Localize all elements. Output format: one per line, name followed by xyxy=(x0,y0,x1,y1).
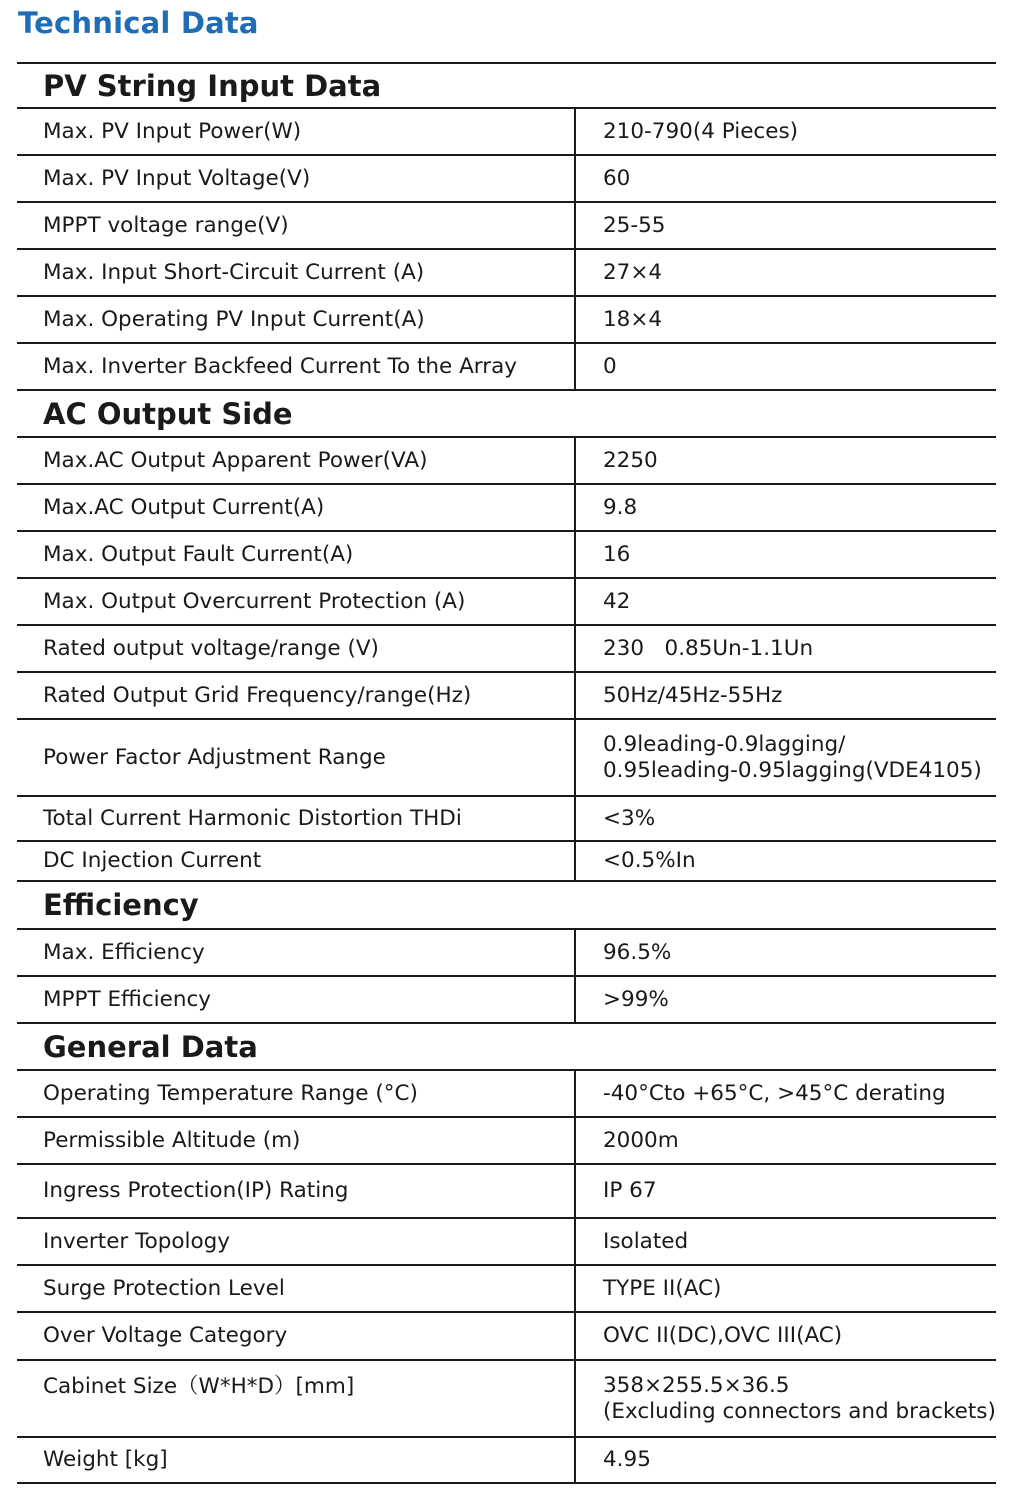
table-row xyxy=(17,297,996,344)
column-divider xyxy=(574,579,576,624)
row-value: 230 0.85Un-1.1Un xyxy=(603,635,814,661)
column-divider xyxy=(574,1313,576,1359)
row-value: 2250 xyxy=(603,447,658,473)
row-label: Power Factor Adjustment Range xyxy=(43,744,386,770)
column-divider xyxy=(574,842,576,880)
row-label: MPPT voltage range(V) xyxy=(43,212,289,238)
row-label: Max. Efficiency xyxy=(43,939,205,965)
column-divider xyxy=(574,1118,576,1163)
row-value: 210-790(4 Pieces) xyxy=(603,118,799,144)
column-divider xyxy=(574,977,576,1022)
row-value: IP 67 xyxy=(603,1178,657,1203)
section-header-efficiency xyxy=(17,882,996,930)
row-label: Ingress Protection(IP) Rating xyxy=(43,1178,349,1203)
table-row xyxy=(17,930,996,977)
row-value: OVC II(DC),OVC III(AC) xyxy=(603,1323,843,1348)
row-label: Total Current Harmonic Distortion THDi xyxy=(43,805,462,831)
row-value: 2000m xyxy=(603,1127,679,1153)
table-row xyxy=(17,673,996,720)
column-divider xyxy=(574,1219,576,1264)
row-value: 0 xyxy=(603,353,617,379)
row-value-line-2: (Excluding connectors and brackets) xyxy=(603,1398,996,1424)
table-row xyxy=(17,438,996,485)
row-label: Permissible Altitude (m) xyxy=(43,1127,301,1153)
table-row xyxy=(17,579,996,626)
column-divider xyxy=(574,1361,576,1436)
row-value: 96.5% xyxy=(603,939,672,965)
column-divider xyxy=(574,673,576,718)
table-row xyxy=(17,1266,996,1313)
section-header-ac-output-side xyxy=(17,391,996,438)
row-value: >99% xyxy=(603,986,669,1012)
column-divider xyxy=(574,1266,576,1311)
row-value-multiline xyxy=(603,732,982,784)
row-label: Operating Temperature Range (°C) xyxy=(43,1080,418,1106)
row-value-line-2: 0.95leading-0.95lagging(VDE4105) xyxy=(603,757,982,783)
table-row xyxy=(17,1361,996,1438)
row-label: Max. Inverter Backfeed Current To the Array xyxy=(43,353,517,379)
table-row xyxy=(17,842,996,882)
row-value: 27×4 xyxy=(603,259,663,285)
table-row xyxy=(17,203,996,250)
row-label: MPPT Efficiency xyxy=(43,986,212,1012)
row-label: Max. Input Short-Circuit Current (A) xyxy=(43,259,425,285)
row-label: Max. Operating PV Input Current(A) xyxy=(43,306,425,332)
row-value: Isolated xyxy=(603,1228,689,1254)
section-title: Efficiency xyxy=(43,888,199,922)
column-divider xyxy=(574,297,576,342)
table-row xyxy=(17,1165,996,1219)
row-value: 9.8 xyxy=(603,494,638,520)
technical-data-table xyxy=(17,62,996,1484)
page-title: Technical Data xyxy=(18,6,259,40)
row-value: 18×4 xyxy=(603,306,663,332)
row-value: 42 xyxy=(603,588,631,614)
table-row xyxy=(17,250,996,297)
row-label: Rated Output Grid Frequency/range(Hz) xyxy=(43,682,472,708)
section-title: PV String Input Data xyxy=(43,68,382,103)
row-value: TYPE II(AC) xyxy=(603,1275,722,1301)
table-row xyxy=(17,1118,996,1165)
row-label: Weight [kg] xyxy=(43,1447,168,1472)
row-label: Over Voltage Category xyxy=(43,1323,288,1348)
row-label: DC Injection Current xyxy=(43,848,262,873)
row-value: 4.95 xyxy=(603,1447,651,1472)
table-row xyxy=(17,109,996,156)
row-label: Inverter Topology xyxy=(43,1228,231,1254)
row-value-line-1: 358×255.5×36.5 xyxy=(603,1372,790,1398)
section-header-general-data xyxy=(17,1024,996,1071)
row-value: <3% xyxy=(603,805,656,831)
column-divider xyxy=(574,250,576,295)
row-label: Max. Output Overcurrent Protection (A) xyxy=(43,588,466,614)
row-value: -40°Cto +65°C, >45°C derating xyxy=(603,1080,946,1106)
column-divider xyxy=(574,344,576,389)
column-divider xyxy=(574,930,576,975)
row-value: <0.5%In xyxy=(603,848,696,873)
table-row xyxy=(17,1071,996,1118)
table-row xyxy=(17,344,996,391)
section-title: General Data xyxy=(43,1029,258,1064)
column-divider xyxy=(574,485,576,530)
table-row xyxy=(17,1219,996,1266)
column-divider xyxy=(574,1071,576,1116)
column-divider xyxy=(574,109,576,154)
table-row xyxy=(17,1438,996,1484)
section-title: AC Output Side xyxy=(43,396,293,431)
table-row xyxy=(17,532,996,579)
column-divider xyxy=(574,203,576,248)
row-value: 60 xyxy=(603,165,631,191)
row-value: 16 xyxy=(603,541,631,567)
row-label: Max. Output Fault Current(A) xyxy=(43,541,354,567)
table-row xyxy=(17,156,996,203)
row-value: 25-55 xyxy=(603,212,666,238)
column-divider xyxy=(574,532,576,577)
row-label: Max.AC Output Apparent Power(VA) xyxy=(43,447,428,473)
table-row xyxy=(17,977,996,1024)
row-value-multiline xyxy=(603,1373,996,1425)
column-divider xyxy=(574,797,576,840)
table-row xyxy=(17,720,996,797)
section-header-pv-string-input xyxy=(17,62,996,109)
row-value-line-1: 0.9leading-0.9lagging/ xyxy=(603,731,846,757)
table-row xyxy=(17,1313,996,1361)
column-divider xyxy=(574,626,576,671)
column-divider xyxy=(574,156,576,201)
table-row xyxy=(17,797,996,842)
row-value: 50Hz/45Hz-55Hz xyxy=(603,682,783,708)
column-divider xyxy=(574,1165,576,1217)
row-label: Max. PV Input Voltage(V) xyxy=(43,165,311,191)
column-divider xyxy=(574,720,576,795)
row-label: Surge Protection Level xyxy=(43,1275,285,1301)
row-label: Cabinet Size（W*H*D）[mm] xyxy=(43,1374,355,1399)
table-row xyxy=(17,485,996,532)
column-divider xyxy=(574,438,576,483)
table-row xyxy=(17,626,996,673)
row-label: Max.AC Output Current(A) xyxy=(43,494,325,520)
row-label: Rated output voltage/range (V) xyxy=(43,635,379,661)
row-label: Max. PV Input Power(W) xyxy=(43,118,302,144)
column-divider xyxy=(574,1438,576,1482)
